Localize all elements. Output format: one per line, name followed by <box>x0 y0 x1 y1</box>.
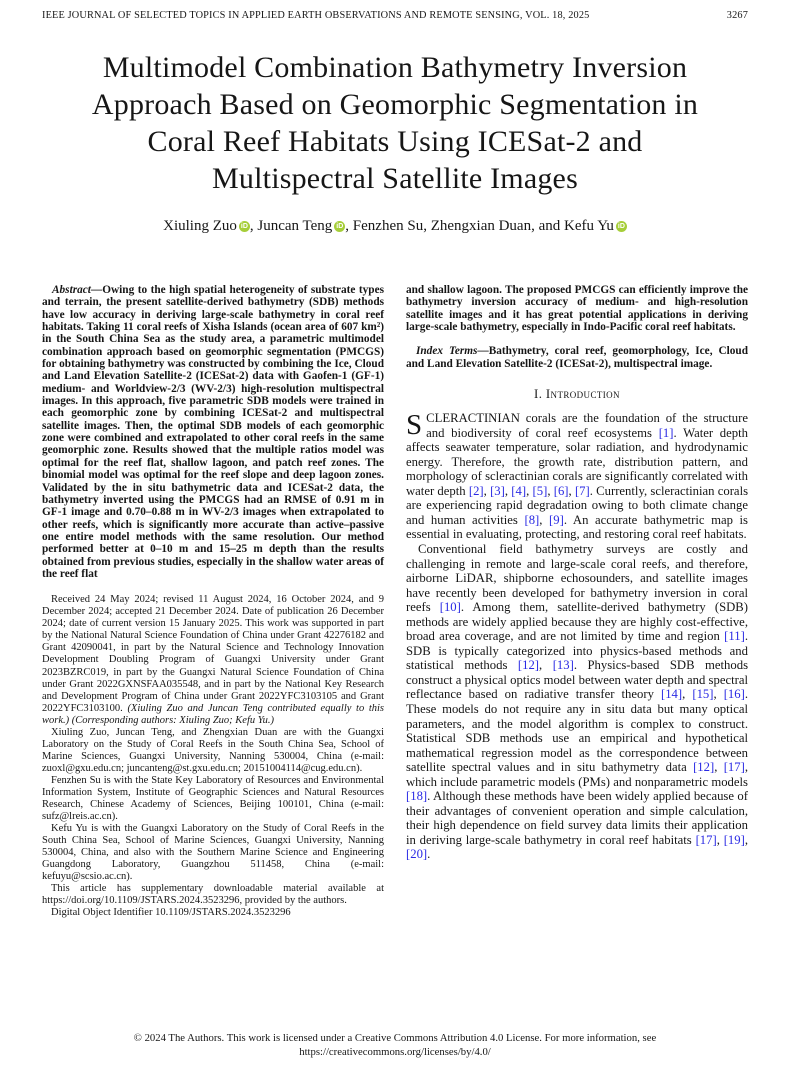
abstract-lead: Abstract <box>52 284 91 296</box>
intro-paragraph-1-text: CLERACTINIAN corals are the foundation of the structure and biodiversity of coral reef ecosystems [1]. Water depth affects seawater temperature, solar radiation, and hydrodynamic energy. Therefore, the growth rate, distribution pattern, and morphology of scleractinian corals are significantly correlated with water depth [2], [3], [4], [5], [6], [7]. Currently, scleractinian corals are experiencing rapid degradation owing to both climate change and human activities [8], [9]. An accurate bathymetric map is essential in evaluating, protecting, and restoring coral reef habitats. <box>406 411 749 542</box>
author-separator: , <box>249 218 258 234</box>
page-number: 3267 <box>726 10 748 21</box>
author-separator: , <box>345 218 353 234</box>
citation-link[interactable]: [11] <box>724 629 745 644</box>
first-page-footnotes <box>42 594 384 919</box>
citation-link[interactable]: [16] <box>723 687 745 702</box>
abstract-paragraph <box>42 284 384 580</box>
author-line <box>0 218 790 235</box>
footnote-supplementary: This article has supplementary downloadable material available at https://doi.org/10.1109/JSTARS.2024.3523296, provided by the authors. <box>42 883 384 907</box>
citation-link[interactable]: [7] <box>574 483 590 498</box>
intro-paragraph-2: Conventional field bathymetry surveys are costly and challenging in remote and large-scale coral reefs, and therefore, airborne LiDAR, shipborne echosounders, and satellite images have recently been developed for bathymetry inversion in coral reefs [10]. Among them, satellite-derived bathymetry (SDB) methods are widely applied because they are highly cost-effective, broad area coverage, and are not limited by time and region [11]. SDB is typically categorized into physics-based methods and statistical methods [12], [13]. Physics-based SDB methods construct a physical optics model between water depth and spectral reflectance based on radiative transfer theory [14], [15], [16]. These models do not require any in situ data but many optical parameters, and the model algorithm is complex to construct. Statistical SDB methods use an empirical and hypothetical mathematical regression model as the correspondence between satellite spectral values and in situ bathymetry data [12], [17], which include parametric models (PMs) and nonparametric models [18]. Although these methods have been widely applied because of their advantages of convenient operation and simple calculation, their high dependence on field survey data limits their application in deriving large-scale bathymetry in coral reef habitats [17], [19], [20]. <box>406 541 749 862</box>
abstract-continuation: and shallow lagoon. The proposed PMCGS can efficiently improve the bathymetry inversion accuracy of medium- and high-resolution satellite images and it has great potential applications in deriving large-scale bathymetry, especially in Indo-Pacific coral reef habitats. <box>406 284 748 334</box>
author-name-text: Zhengxian Duan <box>430 218 532 234</box>
citation-link[interactable]: [19] <box>723 832 745 847</box>
right-column <box>406 284 748 862</box>
intro-paragraph-1 <box>406 411 748 542</box>
journal-title: IEEE JOURNAL OF SELECTED TOPICS IN APPLIED EARTH OBSERVATIONS AND REMOTE SENSING, VOL. 18, 2025 <box>42 10 590 21</box>
citation-link[interactable]: [5] <box>532 483 548 498</box>
author-name <box>257 218 352 234</box>
citation-link[interactable]: [8] <box>524 512 540 527</box>
author-name <box>353 218 431 234</box>
orcid-icon[interactable]: iD <box>336 222 344 230</box>
license-url[interactable]: https://creativecommons.org/licenses/by/4.0/ <box>299 1045 491 1058</box>
orcid-icon[interactable]: iD <box>617 222 625 230</box>
footnote-contribution-note: (Xiuling Zuo and Juncan Teng contributed equally to this work.) (Corresponding authors: Xiuling Zuo; Kefu Yu.) <box>42 702 384 726</box>
footnote-doi: Digital Object Identifier 10.1109/JSTARS.2024.3523296 <box>51 907 291 919</box>
author-name-text: Xiuling Zuo <box>163 218 237 234</box>
author-separator: , and <box>531 218 565 234</box>
license-text: © 2024 The Authors. This work is licensed under a Creative Commons Attribution 4.0 License. For more information, see <box>133 1032 657 1044</box>
author-name-text: Juncan Teng <box>257 218 333 234</box>
citation-link[interactable]: [12] <box>517 658 540 673</box>
citation-link[interactable]: [4] <box>511 483 527 498</box>
citation-link[interactable]: [17] <box>695 832 717 847</box>
citation-link[interactable]: [12] <box>693 760 715 775</box>
citation-link[interactable]: [9] <box>549 512 564 527</box>
citation-link[interactable]: [14] <box>660 687 683 702</box>
author-separator: , <box>423 218 431 234</box>
citation-link[interactable]: [2] <box>468 483 484 498</box>
citation-link[interactable]: [13] <box>552 658 574 673</box>
orcid-icon[interactable]: iD <box>240 222 248 230</box>
citation-link[interactable]: [15] <box>692 687 714 702</box>
index-terms-paragraph <box>406 345 748 370</box>
author-name <box>564 218 627 234</box>
author-name <box>431 218 564 234</box>
citation-link[interactable]: [6] <box>553 483 569 498</box>
footnote-history-text: Received 24 May 2024; revised 11 August 2024, 16 October 2024, and 9 December 2024; accepted 21 December 2024. Date of publication 26 December 2024; date of current version 15 January 2025. This work was supported in part by the National Natural Science Foundation of China under Grant 42276182 and Grant 42090041, in part by the Natural Science and Technology Innovation Development Doubling Program of Guangxi University under Grant 2023BZRC019, in part by the Guangxi Natural Science Foundation of China under Grant 2022GXNSFAA035548, and in part by the National Key Research and Development Program of China under Grant 2022YFC3103105 and Grant 2022YFC3103100. <box>42 594 384 714</box>
running-header <box>42 10 748 21</box>
footnote-history <box>42 594 384 727</box>
author-name <box>163 218 257 234</box>
citation-link[interactable]: [17] <box>723 760 745 775</box>
drop-cap: S <box>406 409 423 442</box>
citation-link[interactable]: [1] <box>658 425 674 440</box>
footnote-affiliation: Kefu Yu is with the Guangxi Laboratory on the Study of Coral Reefs in the South China Sea, School of Marine Sciences, Guangxi University, Nanning 530004, China, and also with the Southern Marine Science and Engineering Guangdong Laboratory, Guangzhou 511458, China (e-mail: kefuyu@scsio.ac.cn). <box>42 823 384 883</box>
footnote-affiliation: Fenzhen Su is with the State Key Laboratory of Resources and Environmental Information System, Institute of Geographic Sciences and Natural Resources Research, Chinese Academy of Sciences, Beijing 100101, China (e-mail: sufz@lreis.ac.cn). <box>42 774 384 823</box>
author-name-text: Kefu Yu <box>564 218 614 234</box>
citation-link[interactable]: [20] <box>406 847 428 862</box>
index-terms-text: —Bathymetry, coral reef, geomorphology, Ice, Cloud and Land Elevation Satellite-2 (ICESat-2), multispectral image. <box>406 345 748 370</box>
section-heading-introduction: I. Introduction <box>534 387 620 402</box>
footnote-affiliation: Xiuling Zuo, Juncan Teng, and Zhengxian Duan are with the Guangxi Laboratory on the Study of Coral Reefs in the South China Sea, School of Marine Sciences, Guangxi University, Nanning 530004, China (e-mail: zuoxl@gxu.edu.cn; juncanteng@st.gxu.edu.cn; 20151004114@cug.edu.cn). <box>42 726 384 774</box>
citation-link[interactable]: [18] <box>406 789 428 804</box>
citation-link[interactable]: [3] <box>490 483 505 498</box>
abstract-text: —Owing to the high spatial heterogeneity of substrate types and terrain, the present satellite-derived bathymetry (SDB) methods have low accuracy in deriving large-scale bathymetry in coral reef habitats. Taking 11 coral reefs of Xisha Islands (ocean area of 607 km²) in the South China Sea as the study area, a parametric multimodel combination approach based on geomorphic segmentation (PMCGS) for obtaining bathymetry was constructed by combining the Ice, Cloud and Land Elevation Satellite-2 (ICESat-2) data with Gaofen-1 (GF-1) medium- and Worldview-2/3 (WV-2/3) high-resolution multispectral images. In this approach, five parametric SDB models were trained in each geomorphic zone by combining ICESat-2 and multispectral satellite images. Then, the optimal SDB models of each geomorphic zone were combined and extrapolated to other coral reefs in the same geomorphic zone. Results showed that the multiple ratios model was optimal for the reef flat, shallow lagoon, and patch reef zones. The binomial model was optimal for the reef slope and deep lagoon zones. Validated by the in situ bathymetric data and ICESat-2 data, the bathymetry inverted using the PMCGS had an RMSE of 0.91 m in GF-1 image and 0.70–0.88 m in WV-2/3 images when extrapolated to other reefs, which is significantly more accurate than active–passive one entire model methods with the same resolution. Our method performed better at 0–10 m and 15–25 m depth than the results obtained from previous studies, especially in the shallow water areas of the reef flat <box>42 284 384 580</box>
paper-title: Multimodel Combination Bathymetry Inversion Approach Based on Geomorphic Segmentation in Coral Reef Habitats Using ICESat-2 and Multispectral Satellite Images <box>91 51 699 195</box>
left-column <box>42 284 384 920</box>
author-name-text: Fenzhen Su <box>352 218 424 234</box>
citation-link[interactable]: [10] <box>439 600 461 615</box>
license-footer <box>0 1032 790 1059</box>
index-terms-lead: Index Terms <box>416 345 478 358</box>
